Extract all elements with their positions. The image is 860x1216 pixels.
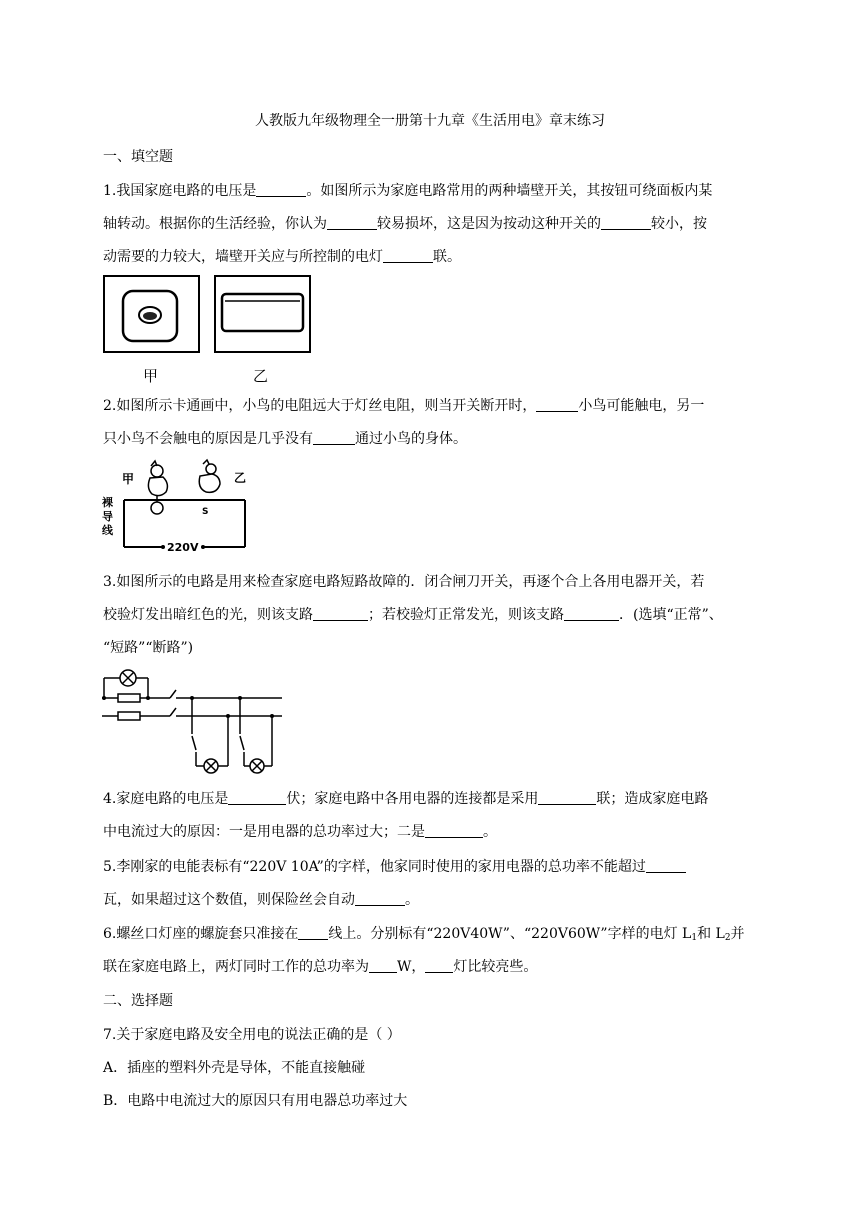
lamp-icon: [151, 496, 163, 514]
switch-label-s: S: [202, 507, 209, 517]
q7-option-a[interactable]: A．插座的塑料外壳是导体，不能直接触碰: [103, 1060, 366, 1076]
page-title: 人教版九年级物理全一册第十九章《生活用电》章末练习: [255, 113, 605, 129]
bird-label-jia: 甲: [122, 472, 135, 486]
q6-line1: 6.螺丝口灯座的螺旋套只准接在 线上。分别标有“220V40W”、“220V60W”字样的电灯 $L_1$和 $L_2$并: [103, 926, 745, 943]
answer-blank[interactable]: [228, 790, 286, 805]
answer-blank[interactable]: [383, 248, 433, 263]
answer-blank[interactable]: [646, 858, 686, 873]
answer-blank[interactable]: [298, 925, 328, 940]
check-lamp-icon: [120, 670, 136, 686]
q1-line1: 1.我国家庭电路的电压是 。如图所示为家庭电路常用的两种墙壁开关，其按钮可绕面板内某: [103, 183, 713, 199]
answer-blank[interactable]: [313, 430, 355, 445]
q6-line2: 联在家庭电路上，两灯同时工作的总功率为 W， 灯比较亮些。: [103, 959, 538, 975]
answer-blank[interactable]: [355, 891, 405, 906]
fuse-icon: [118, 694, 140, 720]
q5-line2: 瓦，如果超过这个数值，则保险丝会自动 。: [103, 892, 419, 908]
answer-blank[interactable]: [601, 215, 651, 230]
answer-blank[interactable]: [327, 215, 377, 230]
answer-blank[interactable]: [313, 606, 368, 621]
q1-line2: 轴转动。根据你的生活经验，你认为 较易损坏，这是因为按动这种开关的 较小，按: [103, 216, 707, 232]
section-heading-multiple-choice: 二、选择题: [103, 993, 173, 1009]
voltage-label: 220V: [167, 541, 199, 554]
section-heading-fill-blank: 一、填空题: [103, 149, 173, 165]
answer-blank[interactable]: [369, 958, 397, 973]
switch-yi-icon: [215, 276, 310, 352]
bird-jia-icon: [148, 461, 167, 496]
figure-label-yi: 乙: [253, 367, 269, 385]
answer-blank[interactable]: [256, 182, 306, 197]
q7-stem: 7.关于家庭电路及安全用电的说法正确的是（ ）: [103, 1027, 401, 1043]
answer-blank[interactable]: [425, 823, 483, 838]
q4-line1: 4.家庭电路的电压是 伏；家庭电路中各用电器的连接都是采用 联；造成家庭电路: [103, 791, 709, 807]
answer-blank[interactable]: [538, 790, 596, 805]
bird-label-yi: 乙: [234, 471, 247, 485]
q3-line1: 3.如图所示的电路是用来检查家庭电路短路故障的．闭合闸刀开关，再逐个合上各用电器开关，若: [103, 574, 705, 590]
q4-line2: 中电流过大的原因：一是用电器的总功率过大；二是 。: [103, 824, 497, 840]
answer-blank[interactable]: [536, 397, 578, 412]
figure-label-jia: 甲: [143, 367, 159, 385]
q2-line1: 2.如图所示卡通画中，小鸟的电阻远大于灯丝电阻，则当开关断开时， 小鸟可能触电，另一: [103, 398, 705, 414]
answer-blank[interactable]: [425, 958, 453, 973]
bare-wire-label: 裸导线: [102, 496, 113, 537]
wall-switch-figure: [103, 274, 315, 354]
bird-circuit-figure: [100, 458, 250, 558]
bird-yi-icon: [199, 460, 220, 492]
q3-line3: “短路”“断路”): [103, 640, 194, 656]
q7-option-b[interactable]: B．电路中电流过大的原因只有用电器总功率过大: [103, 1093, 408, 1109]
answer-blank[interactable]: [564, 606, 619, 621]
q5-line1: 5.李刚家的电能表标有“220V 10A”的字样，他家同时使用的家用电器的总功率不能超过: [103, 856, 763, 876]
branch-lamp-icon: [204, 759, 264, 773]
switch-jia-icon: [104, 276, 199, 352]
q2-line2: 只小鸟不会触电的原因是几乎没有 通过小鸟的身体。: [103, 431, 467, 447]
q1-line3: 动需要的力较大，墙壁开关应与所控制的电灯 联。: [103, 249, 461, 265]
fault-check-circuit-figure: [100, 664, 285, 779]
q3-line2: 校验灯发出暗红色的光，则该支路 ；若校验灯正常发光，则该支路 ．(选填“正常”、: [103, 607, 723, 623]
